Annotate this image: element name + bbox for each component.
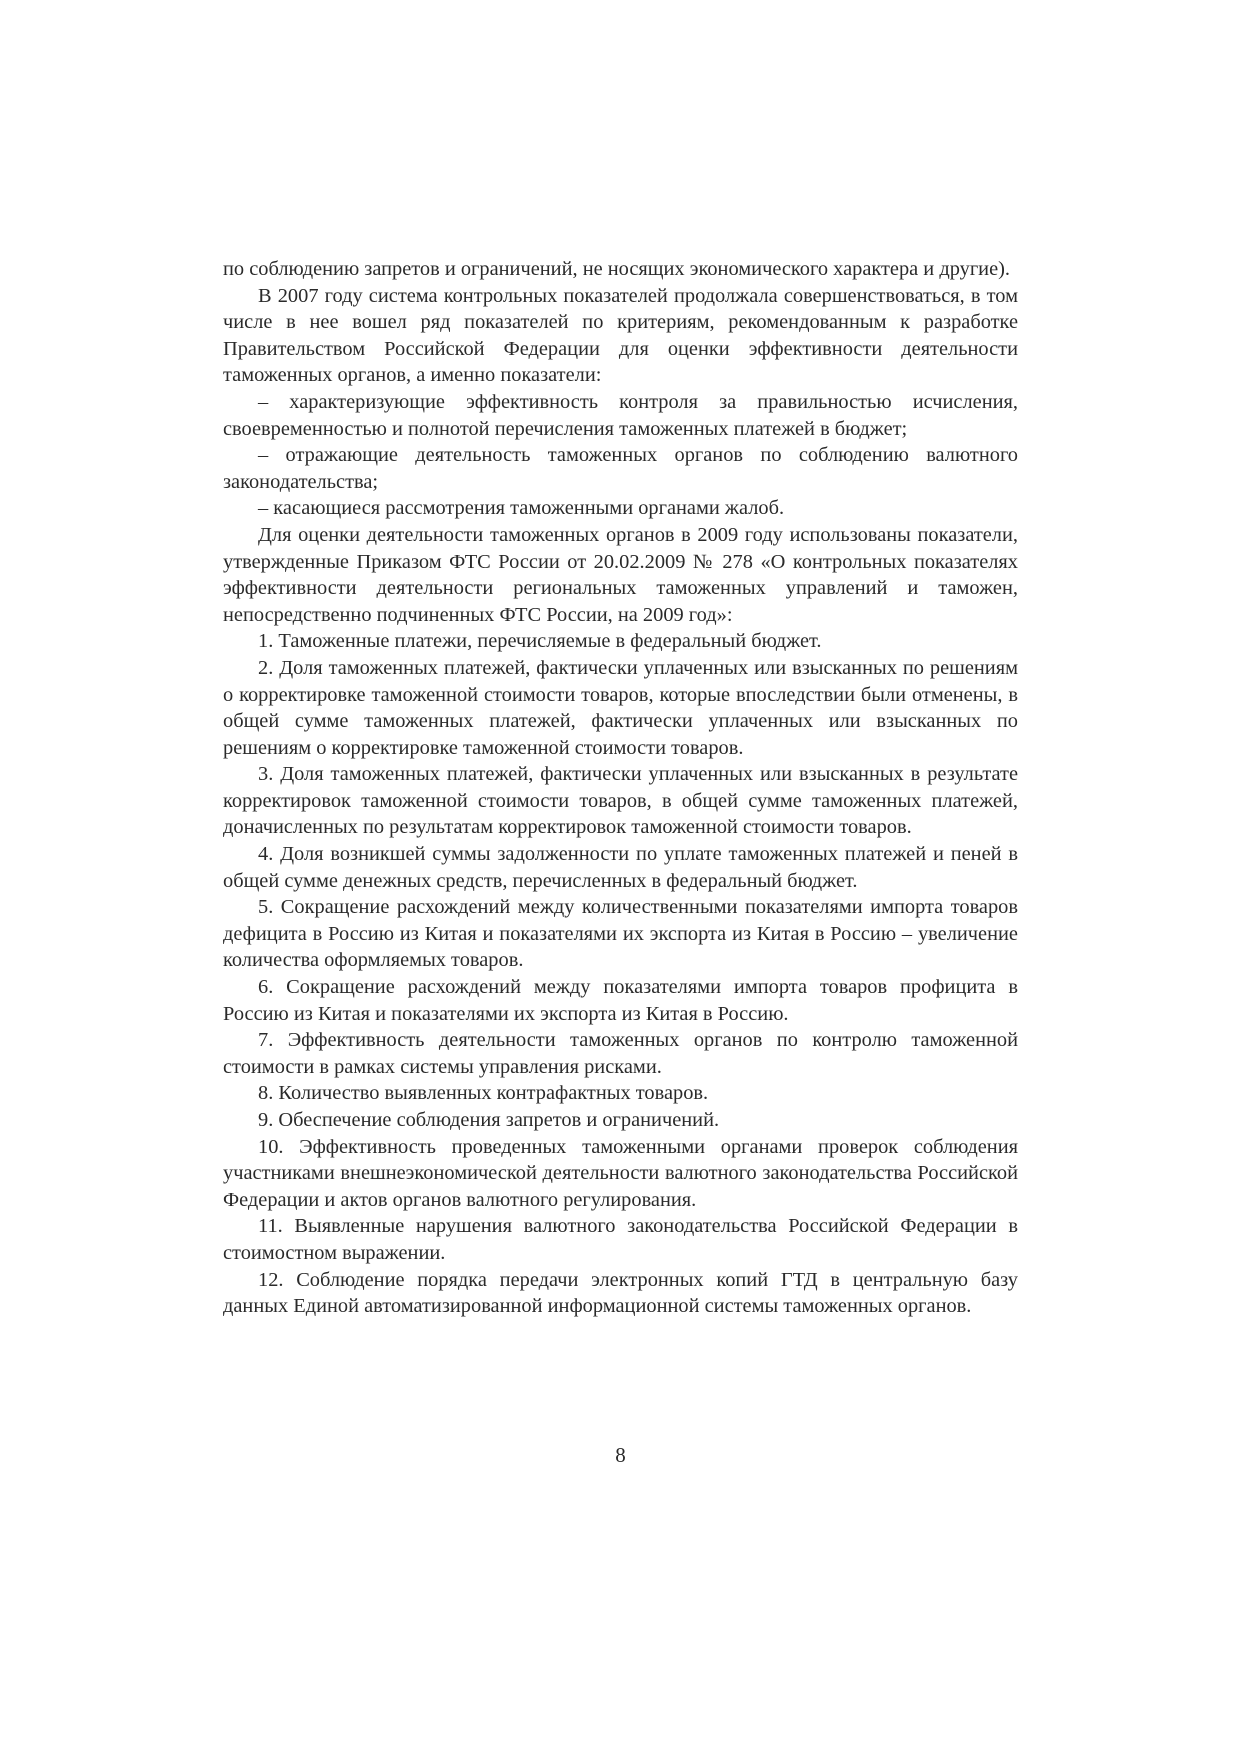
page-number: 8 [615,1443,626,1467]
paragraph-continuation: по соблюдению запретов и ограничений, не носящих экономического характера и другие). [223,258,1011,280]
paragraph-2009-evaluation: Для оценки деятельности таможенных органов в 2009 году использованы показатели, утвержденные Приказом ФТС России от 20.02.2009 № 278 «О контрольных показателях эффективности деятельности региональных таможенных управлений и таможен, непосредственно подчиненных ФТС России, на 2009 год»: [223,523,1018,626]
list-item-numbered: 8. Количество выявленных контрафактных товаров. [258,1082,709,1105]
list-item-numbered: 3. Доля таможенных платежей, фактически уплаченных или взысканных в результате корректировок таможенной стоимости товаров, в общей сумме таможенных платежей, доначисленных по результатам корректировок таможенной стоимости товаров. [223,763,1018,839]
list-item-numbered: 1. Таможенные платежи, перечисляемые в федеральный бюджет. [258,630,822,653]
list-item-numbered: 10. Эффективность проведенных таможенными органами проверок соблюдения участниками внешнеэкономической деятельности валютного законодательства Российской Федерации и актов органов валютного регулирования. [223,1135,1018,1211]
list-item-numbered: 2. Доля таможенных платежей, фактически уплаченных или взысканных по решениям о корректировке таможенной стоимости товаров, которые впоследствии были отменены, в общей сумме таможенных платежей, фактически уплаченных или взысканных по решениям о корректировке таможенной стоимости товаров. [223,656,1018,759]
list-item-numbered: 9. Обеспечение соблюдения запретов и ограничений. [258,1109,720,1131]
list-item-dash: – отражающие деятельность таможенных органов по соблюдению валютного законодательства; [223,444,1018,493]
list-item-numbered: 5. Сокращение расхождений между количественными показателями импорта товаров дефицита в Россию из Китая и показателями их экспорта из Китая в Россию – увеличение количества оформляемых товаров. [223,896,1018,972]
list-item-numbered: 6. Сокращение расхождений между показателями импорта товаров профицита в Россию из Китая и показателями их экспорта из Китая в Россию. [223,976,1018,1025]
paragraph-2007-system: В 2007 году система контрольных показателей продолжала совершенствоваться, в том числе в нее вошел ряд показателей по критериям, рекомендованным к разработке Правительством Российской Федерации для оценки эффективности деятельности таможенных органов, а именно показатели: [223,284,1018,387]
list-item-numbered: 12. Соблюдение порядка передачи электронных копий ГТД в центральную базу данных Единой автоматизированной информационной системы таможенных органов. [223,1268,1018,1318]
body-text [223,256,1018,1320]
list-item-numbered: 4. Доля возникшей суммы задолженности по уплате таможенных платежей и пеней в общей сумме денежных средств, перечисленных в федеральный бюджет. [223,843,1018,892]
list-item-numbered: 7. Эффективность деятельности таможенных органов по контролю таможенной стоимости в рамках системы управления рисками. [223,1029,1018,1078]
list-item-numbered: 11. Выявленные нарушения валютного законодательства Российской Федерации в стоимостном выражении. [223,1215,1018,1264]
list-item-dash: – касающиеся рассмотрения таможенными органами жалоб. [258,497,785,520]
list-item-dash: – характеризующие эффективность контроля за правильностью исчисления, своевременностью и полнотой перечисления таможенных платежей в бюджет; [223,390,1018,440]
